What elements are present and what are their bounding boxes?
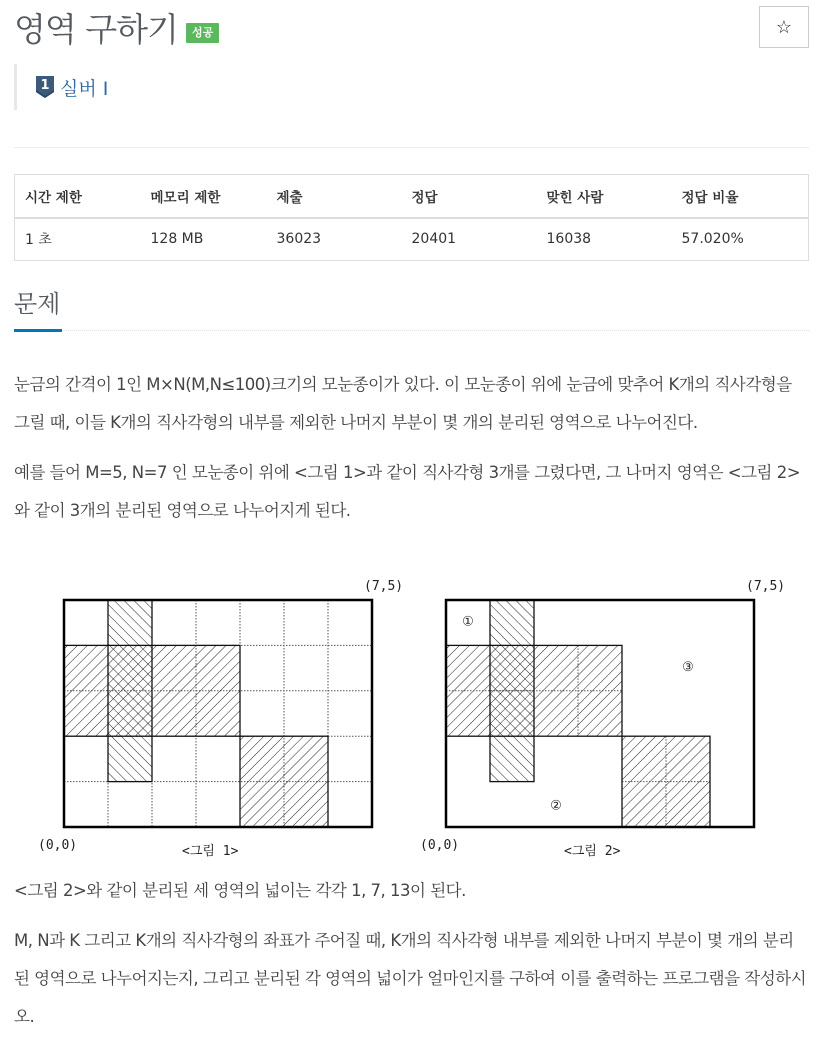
svg-text:③: ③	[682, 659, 694, 675]
silver-tier-1-icon	[35, 75, 55, 99]
header-memory-limit: 메모리 제한	[141, 175, 267, 218]
svg-text:(0,0): (0,0)	[38, 838, 78, 853]
svg-text:1: 1	[40, 78, 50, 93]
divider	[14, 147, 809, 148]
table-row	[15, 218, 809, 261]
svg-text:(0,0): (0,0)	[420, 838, 460, 853]
svg-text:①: ①	[462, 614, 474, 630]
svg-text:<그림 2>: <그림 2>	[564, 844, 621, 859]
svg-text:(7,5): (7,5)	[364, 579, 404, 594]
status-badge: 성공	[186, 23, 219, 43]
problem-section-header	[14, 284, 809, 332]
section-accent-bar	[14, 329, 62, 332]
problem-description-tail	[14, 872, 809, 1048]
header-time-limit: 시간 제한	[15, 175, 141, 218]
header-solved-users: 맞힌 사람	[537, 175, 672, 218]
table-header-row	[15, 175, 809, 218]
figure-2-grid-diagram	[396, 570, 796, 865]
section-underline	[14, 329, 809, 332]
section-dotted-rule	[62, 330, 809, 331]
memory-limit-value: 128 MB	[150, 231, 204, 248]
header-accepted: 정답	[402, 175, 537, 218]
title-row	[14, 0, 809, 60]
accept-ratio-value: 57.020%	[681, 231, 744, 248]
problem-paragraph: <그림 2>와 같이 분리된 세 영역의 넓이는 각각 1, 7, 13이 된다.	[14, 881, 466, 900]
problem-page	[14, 0, 809, 1026]
svg-text:<그림 1>: <그림 1>	[182, 844, 239, 859]
tier-block	[14, 64, 108, 110]
accepted-value[interactable]: 20401	[411, 231, 457, 248]
problem-paragraph: 눈금의 간격이 1인 M×N(M,N≤100)크기의 모눈종이가 있다. 이 모눈종이 위에 눈금에 맞추어 K개의 직사각형을 그릴 때, 이들 K개의 직사각형의 내부를 제외한 나머지 부분이 몇 개의 분리된 영역으로 나누어진다.	[14, 375, 792, 432]
solved-users-value[interactable]: 16038	[546, 231, 592, 248]
tier-label[interactable]: 실버 I	[60, 77, 109, 100]
figure-1-grid-diagram	[14, 570, 414, 865]
figures	[14, 570, 809, 865]
header-accept-ratio: 정답 비율	[672, 175, 809, 218]
svg-text:(7,5): (7,5)	[746, 579, 786, 594]
problem-paragraph: M, N과 K 그리고 K개의 직사각형의 좌표가 주어질 때, K개의 직사각형 내부를 제외한 나머지 부분이 몇 개의 분리된 영역으로 나누어지는지, 그리고 분리된 각 영역의 넓이가 얼마인지를 구하여 이를 출력하는 프로그램을 작성하시오.	[14, 931, 807, 1026]
star-icon: ☆	[775, 16, 793, 37]
submissions-value[interactable]: 36023	[276, 231, 322, 248]
time-limit-value: 1 초	[25, 232, 52, 249]
section-title: 문제	[14, 290, 61, 318]
favorite-star-button[interactable]	[759, 6, 809, 48]
problem-description	[14, 366, 809, 542]
svg-text:②: ②	[550, 798, 562, 814]
header-submissions: 제출	[267, 175, 402, 218]
problem-info-table	[14, 174, 809, 261]
page-title: 영역 구하기	[14, 10, 178, 49]
problem-paragraph: 예를 들어 M=5, N=7 인 모눈종이 위에 <그림 1>과 같이 직사각형 3개를 그렸다면, 그 나머지 영역은 <그림 2>와 같이 3개의 분리된 영역으로 나누어지게 된다.	[14, 463, 801, 520]
